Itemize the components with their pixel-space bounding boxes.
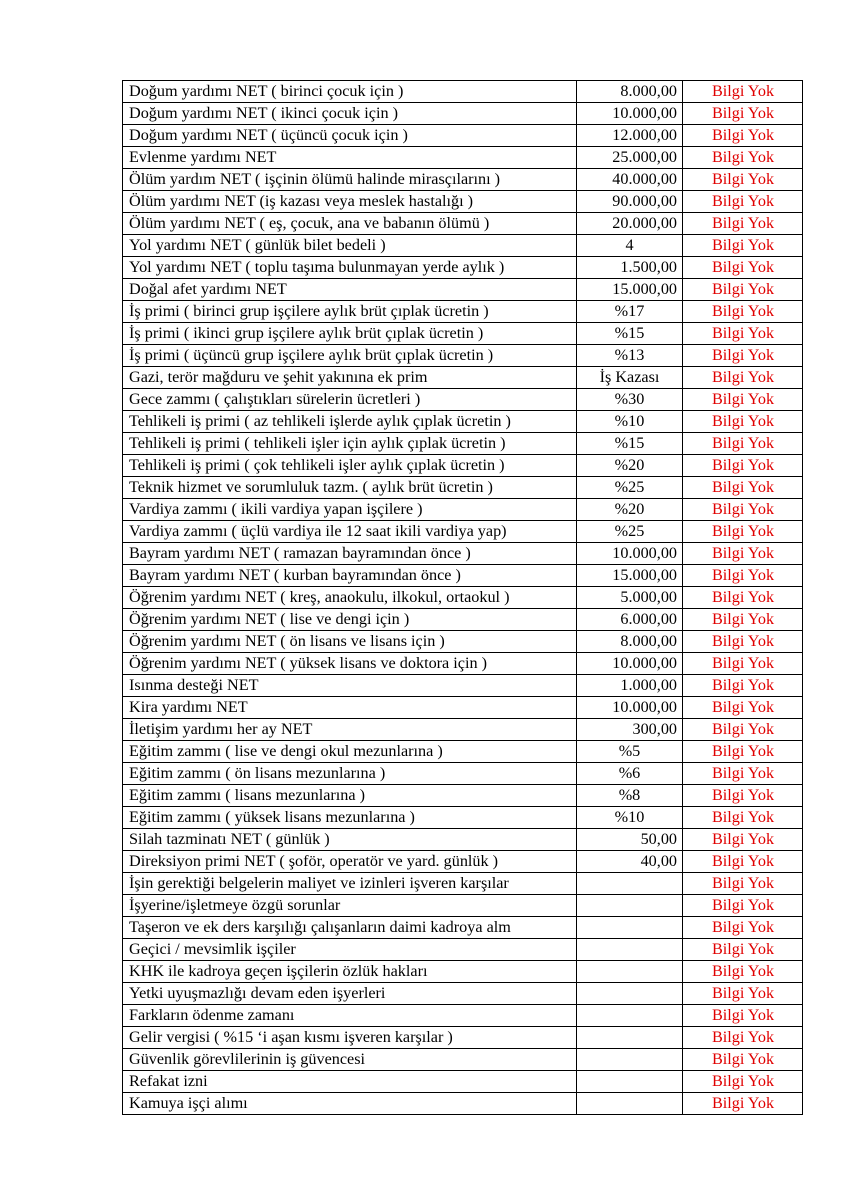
- table-row: [123, 851, 803, 873]
- table-row: [123, 961, 803, 983]
- benefit-status-cell: Bilgi Yok: [683, 1071, 803, 1093]
- table-row: [123, 521, 803, 543]
- benefit-value-cell: %20: [577, 499, 683, 521]
- benefit-status-cell: Bilgi Yok: [683, 1093, 803, 1115]
- table-row: [123, 1005, 803, 1027]
- table-row: [123, 81, 803, 103]
- benefit-value-cell: [577, 1027, 683, 1049]
- benefit-value-cell: 40.000,00: [577, 169, 683, 191]
- benefit-value-cell: 20.000,00: [577, 213, 683, 235]
- table-row: [123, 697, 803, 719]
- benefits-table: [122, 80, 803, 1115]
- benefit-value-cell: %10: [577, 411, 683, 433]
- table-row: [123, 741, 803, 763]
- benefit-name-cell: Güvenlik görevlilerinin iş güvencesi: [123, 1049, 577, 1071]
- benefit-value-cell: [577, 873, 683, 895]
- benefit-status-cell: Bilgi Yok: [683, 741, 803, 763]
- benefit-name-cell: Kamuya işçi alımı: [123, 1093, 577, 1115]
- table-row: [123, 653, 803, 675]
- benefit-name-cell: Doğum yardımı NET ( üçüncü çocuk için ): [123, 125, 577, 147]
- table-row: [123, 1093, 803, 1115]
- benefit-name-cell: Bayram yardımı NET ( kurban bayramından önce ): [123, 565, 577, 587]
- benefit-status-cell: Bilgi Yok: [683, 961, 803, 983]
- benefit-status-cell: Bilgi Yok: [683, 235, 803, 257]
- benefit-value-cell: 15.000,00: [577, 565, 683, 587]
- benefit-value-cell: %30: [577, 389, 683, 411]
- benefit-name-cell: Eğitim zammı ( lise ve dengi okul mezunlarına ): [123, 741, 577, 763]
- table-row: [123, 1049, 803, 1071]
- benefit-name-cell: Teknik hizmet ve sorumluluk tazm. ( aylık brüt ücretin ): [123, 477, 577, 499]
- benefit-value-cell: 4: [577, 235, 683, 257]
- benefit-status-cell: Bilgi Yok: [683, 851, 803, 873]
- table-row: [123, 411, 803, 433]
- benefit-value-cell: 300,00: [577, 719, 683, 741]
- benefit-status-cell: Bilgi Yok: [683, 719, 803, 741]
- benefit-value-cell: [577, 895, 683, 917]
- benefit-name-cell: Geçici / mevsimlik işçiler: [123, 939, 577, 961]
- table-row: [123, 1027, 803, 1049]
- benefit-name-cell: İşyerine/işletmeye özgü sorunlar: [123, 895, 577, 917]
- benefit-status-cell: Bilgi Yok: [683, 147, 803, 169]
- benefit-name-cell: Ölüm yardım NET ( işçinin ölümü halinde mirasçılarını ): [123, 169, 577, 191]
- benefit-name-cell: Evlenme yardımı NET: [123, 147, 577, 169]
- table-row: [123, 983, 803, 1005]
- benefit-value-cell: 8.000,00: [577, 81, 683, 103]
- benefit-name-cell: Öğrenim yardımı NET ( yüksek lisans ve doktora için ): [123, 653, 577, 675]
- table-row: [123, 631, 803, 653]
- benefit-value-cell: 6.000,00: [577, 609, 683, 631]
- benefit-name-cell: Eğitim zammı ( yüksek lisans mezunlarına ): [123, 807, 577, 829]
- benefit-value-cell: %25: [577, 477, 683, 499]
- table-row: [123, 895, 803, 917]
- benefit-value-cell: [577, 1071, 683, 1093]
- benefit-name-cell: Isınma desteği NET: [123, 675, 577, 697]
- benefit-status-cell: Bilgi Yok: [683, 565, 803, 587]
- table-row: [123, 543, 803, 565]
- benefit-name-cell: Eğitim zammı ( lisans mezunlarına ): [123, 785, 577, 807]
- table-row: [123, 675, 803, 697]
- benefit-status-cell: Bilgi Yok: [683, 697, 803, 719]
- benefit-name-cell: Eğitim zammı ( ön lisans mezunlarına ): [123, 763, 577, 785]
- benefit-status-cell: Bilgi Yok: [683, 895, 803, 917]
- benefit-name-cell: İş primi ( birinci grup işçilere aylık brüt çıplak ücretin ): [123, 301, 577, 323]
- table-row: [123, 829, 803, 851]
- benefit-status-cell: Bilgi Yok: [683, 1027, 803, 1049]
- table-row: [123, 213, 803, 235]
- benefit-name-cell: Doğum yardımı NET ( ikinci çocuk için ): [123, 103, 577, 125]
- benefit-status-cell: Bilgi Yok: [683, 917, 803, 939]
- benefit-value-cell: [577, 961, 683, 983]
- benefit-status-cell: Bilgi Yok: [683, 675, 803, 697]
- benefit-value-cell: %13: [577, 345, 683, 367]
- table-row: [123, 257, 803, 279]
- benefit-value-cell: 1.500,00: [577, 257, 683, 279]
- benefit-name-cell: Doğum yardımı NET ( birinci çocuk için ): [123, 81, 577, 103]
- benefit-name-cell: Refakat izni: [123, 1071, 577, 1093]
- benefit-status-cell: Bilgi Yok: [683, 433, 803, 455]
- benefit-name-cell: Farkların ödenme zamanı: [123, 1005, 577, 1027]
- benefit-name-cell: Vardiya zammı ( üçlü vardiya ile 12 saat ikili vardiya yap): [123, 521, 577, 543]
- table-row: [123, 609, 803, 631]
- benefit-value-cell: 10.000,00: [577, 543, 683, 565]
- table-row: [123, 125, 803, 147]
- benefits-table-body: [123, 81, 803, 1115]
- table-row: [123, 763, 803, 785]
- benefit-value-cell: 12.000,00: [577, 125, 683, 147]
- benefit-name-cell: Öğrenim yardımı NET ( lise ve dengi için ): [123, 609, 577, 631]
- benefit-value-cell: %10: [577, 807, 683, 829]
- table-row: [123, 807, 803, 829]
- benefit-value-cell: 1.000,00: [577, 675, 683, 697]
- table-row: [123, 323, 803, 345]
- table-row: [123, 235, 803, 257]
- table-row: [123, 785, 803, 807]
- benefit-name-cell: Bayram yardımı NET ( ramazan bayramından önce ): [123, 543, 577, 565]
- benefit-status-cell: Bilgi Yok: [683, 257, 803, 279]
- benefit-value-cell: 8.000,00: [577, 631, 683, 653]
- benefit-value-cell: 5.000,00: [577, 587, 683, 609]
- benefit-name-cell: Yol yardımı NET ( toplu taşıma bulunmayan yerde aylık ): [123, 257, 577, 279]
- benefit-value-cell: %15: [577, 433, 683, 455]
- benefit-name-cell: Ölüm yardımı NET (iş kazası veya meslek hastalığı ): [123, 191, 577, 213]
- benefit-name-cell: Gece zammı ( çalıştıkları sürelerin ücretleri ): [123, 389, 577, 411]
- benefit-name-cell: KHK ile kadroya geçen işçilerin özlük hakları: [123, 961, 577, 983]
- benefit-status-cell: Bilgi Yok: [683, 543, 803, 565]
- benefit-status-cell: Bilgi Yok: [683, 367, 803, 389]
- benefit-name-cell: Gelir vergisi ( %15 ‘i aşan kısmı işveren karşılar ): [123, 1027, 577, 1049]
- benefit-name-cell: Yol yardımı NET ( günlük bilet bedeli ): [123, 235, 577, 257]
- benefit-value-cell: 90.000,00: [577, 191, 683, 213]
- benefit-name-cell: Vardiya zammı ( ikili vardiya yapan işçilere ): [123, 499, 577, 521]
- table-row: [123, 345, 803, 367]
- table-row: [123, 565, 803, 587]
- benefit-name-cell: Tehlikeli iş primi ( tehlikeli işler için aylık çıplak ücretin ): [123, 433, 577, 455]
- benefit-value-cell: [577, 1093, 683, 1115]
- benefit-status-cell: Bilgi Yok: [683, 521, 803, 543]
- benefit-name-cell: İş primi ( ikinci grup işçilere aylık brüt çıplak ücretin ): [123, 323, 577, 345]
- benefit-status-cell: Bilgi Yok: [683, 389, 803, 411]
- benefit-value-cell: [577, 939, 683, 961]
- benefit-status-cell: Bilgi Yok: [683, 939, 803, 961]
- benefit-value-cell: [577, 1005, 683, 1027]
- benefit-value-cell: 10.000,00: [577, 653, 683, 675]
- benefit-status-cell: Bilgi Yok: [683, 983, 803, 1005]
- benefit-name-cell: Öğrenim yardımı NET ( ön lisans ve lisans için ): [123, 631, 577, 653]
- table-row: [123, 477, 803, 499]
- benefit-status-cell: Bilgi Yok: [683, 455, 803, 477]
- benefit-name-cell: Silah tazminatı NET ( günlük ): [123, 829, 577, 851]
- benefit-value-cell: [577, 1049, 683, 1071]
- benefit-name-cell: Gazi, terör mağduru ve şehit yakınına ek prim: [123, 367, 577, 389]
- benefit-value-cell: %15: [577, 323, 683, 345]
- benefit-status-cell: Bilgi Yok: [683, 763, 803, 785]
- benefit-status-cell: Bilgi Yok: [683, 609, 803, 631]
- benefit-status-cell: Bilgi Yok: [683, 807, 803, 829]
- benefit-name-cell: Ölüm yardımı NET ( eş, çocuk, ana ve babanın ölümü ): [123, 213, 577, 235]
- benefit-name-cell: İletişim yardımı her ay NET: [123, 719, 577, 741]
- benefit-value-cell: 10.000,00: [577, 697, 683, 719]
- benefit-name-cell: Doğal afet yardımı NET: [123, 279, 577, 301]
- benefit-value-cell: 40,00: [577, 851, 683, 873]
- table-row: [123, 191, 803, 213]
- benefit-value-cell: %5: [577, 741, 683, 763]
- benefit-name-cell: İşin gerektiği belgelerin maliyet ve izinleri işveren karşılar: [123, 873, 577, 895]
- table-row: [123, 499, 803, 521]
- benefit-status-cell: Bilgi Yok: [683, 279, 803, 301]
- table-row: [123, 917, 803, 939]
- benefit-value-cell: %25: [577, 521, 683, 543]
- table-row: [123, 433, 803, 455]
- benefit-value-cell: [577, 983, 683, 1005]
- benefit-status-cell: Bilgi Yok: [683, 345, 803, 367]
- table-row: [123, 587, 803, 609]
- benefit-status-cell: Bilgi Yok: [683, 411, 803, 433]
- benefit-status-cell: Bilgi Yok: [683, 103, 803, 125]
- table-row: [123, 939, 803, 961]
- benefit-value-cell: %20: [577, 455, 683, 477]
- table-row: [123, 389, 803, 411]
- benefit-status-cell: Bilgi Yok: [683, 191, 803, 213]
- benefit-status-cell: Bilgi Yok: [683, 631, 803, 653]
- benefit-status-cell: Bilgi Yok: [683, 213, 803, 235]
- table-row: [123, 147, 803, 169]
- table-row: [123, 279, 803, 301]
- benefit-status-cell: Bilgi Yok: [683, 81, 803, 103]
- benefit-value-cell: 50,00: [577, 829, 683, 851]
- benefit-status-cell: Bilgi Yok: [683, 1049, 803, 1071]
- benefit-name-cell: Direksiyon primi NET ( şoför, operatör ve yard. günlük ): [123, 851, 577, 873]
- benefit-name-cell: Öğrenim yardımı NET ( kreş, anaokulu, ilkokul, ortaokul ): [123, 587, 577, 609]
- benefit-value-cell: %8: [577, 785, 683, 807]
- benefit-status-cell: Bilgi Yok: [683, 301, 803, 323]
- benefit-value-cell: 15.000,00: [577, 279, 683, 301]
- benefit-status-cell: Bilgi Yok: [683, 499, 803, 521]
- benefit-name-cell: Tehlikeli iş primi ( az tehlikeli işlerde aylık çıplak ücretin ): [123, 411, 577, 433]
- benefit-status-cell: Bilgi Yok: [683, 653, 803, 675]
- benefit-name-cell: Tehlikeli iş primi ( çok tehlikeli işler aylık çıplak ücretin ): [123, 455, 577, 477]
- benefit-status-cell: Bilgi Yok: [683, 829, 803, 851]
- table-row: [123, 719, 803, 741]
- table-row: [123, 873, 803, 895]
- table-row: [123, 455, 803, 477]
- benefit-status-cell: Bilgi Yok: [683, 125, 803, 147]
- table-row: [123, 1071, 803, 1093]
- benefit-status-cell: Bilgi Yok: [683, 587, 803, 609]
- benefit-value-cell: İş Kazası: [577, 367, 683, 389]
- benefit-name-cell: Yetki uyuşmazlığı devam eden işyerleri: [123, 983, 577, 1005]
- benefit-status-cell: Bilgi Yok: [683, 477, 803, 499]
- benefit-name-cell: Taşeron ve ek ders karşılığı çalışanların daimi kadroya alm: [123, 917, 577, 939]
- benefit-status-cell: Bilgi Yok: [683, 169, 803, 191]
- benefit-name-cell: Kira yardımı NET: [123, 697, 577, 719]
- benefit-status-cell: Bilgi Yok: [683, 1005, 803, 1027]
- table-row: [123, 301, 803, 323]
- benefit-name-cell: İş primi ( üçüncü grup işçilere aylık brüt çıplak ücretin ): [123, 345, 577, 367]
- table-row: [123, 169, 803, 191]
- table-row: [123, 103, 803, 125]
- benefit-status-cell: Bilgi Yok: [683, 323, 803, 345]
- benefit-value-cell: [577, 917, 683, 939]
- table-row: [123, 367, 803, 389]
- benefit-value-cell: %6: [577, 763, 683, 785]
- benefit-value-cell: 10.000,00: [577, 103, 683, 125]
- benefit-status-cell: Bilgi Yok: [683, 785, 803, 807]
- benefit-value-cell: 25.000,00: [577, 147, 683, 169]
- benefit-status-cell: Bilgi Yok: [683, 873, 803, 895]
- benefit-value-cell: %17: [577, 301, 683, 323]
